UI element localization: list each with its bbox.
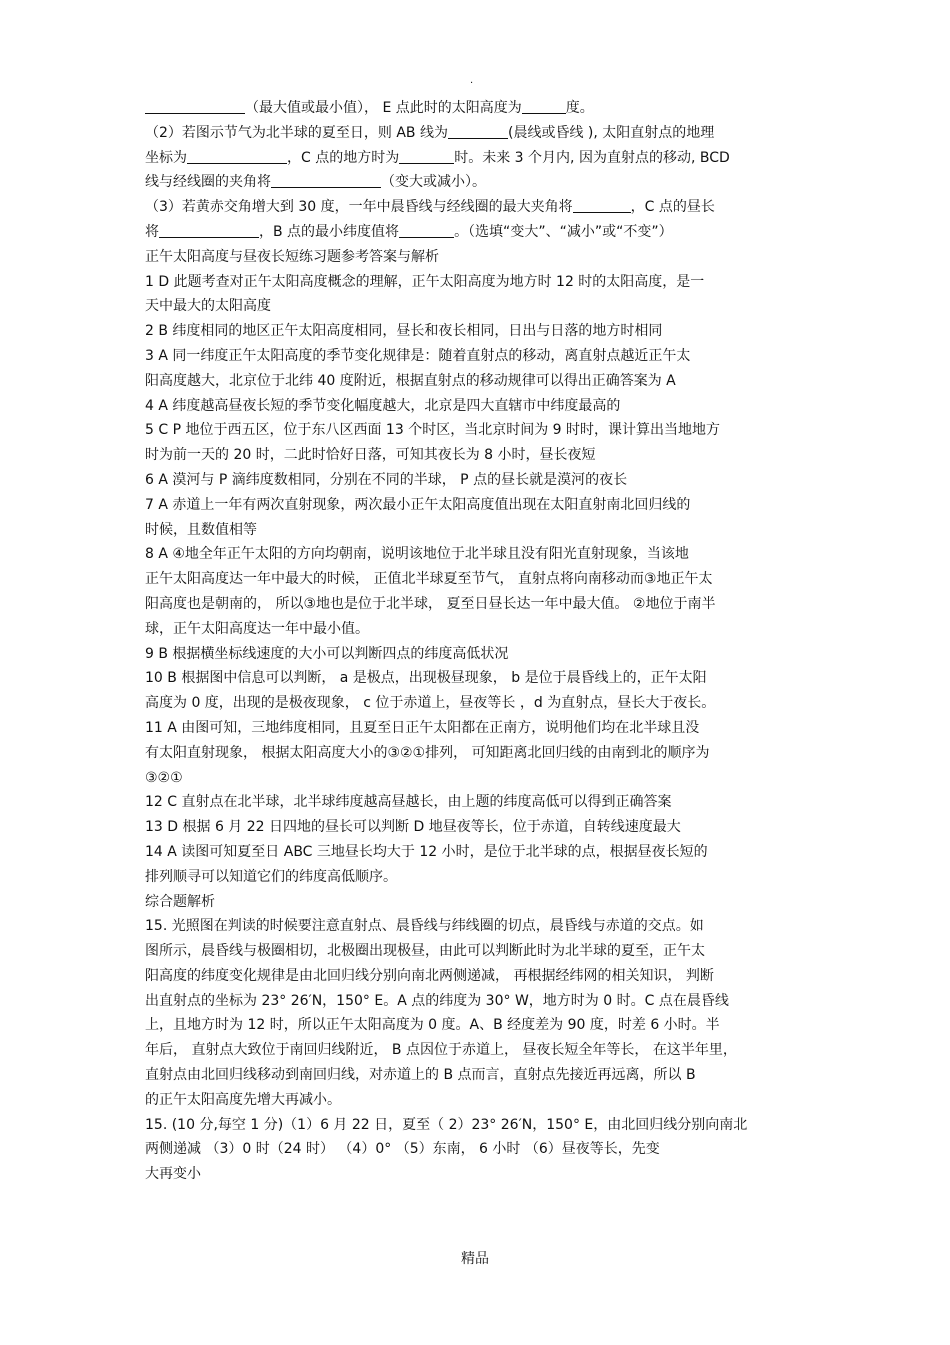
answer-line: 7 A 赤道上一年有两次直射现象，两次最小正午太阳高度值出现在太阳直射南北回归线的 <box>145 496 691 513</box>
answer-line: 球，正午太阳高度达一年中最小值。 <box>145 620 369 637</box>
answer-line: 15. (10 分,每空 1 分)（1）6 月 22 日，夏至（ 2）23° 26′N，150° E，由北回归线分别向南北 <box>145 1116 748 1133</box>
answer-line: 3 A 同一纬度正午太阳高度的季节变化规律是：随着直射点的移动，离直射点越近正午太 <box>145 347 691 364</box>
answer-line: 天中最大的太阳高度 <box>145 298 271 315</box>
answer-line: ③②① <box>145 769 183 786</box>
answer-line: 4 A 纬度越高昼夜长短的季节变化幅度越大，北京是四大直辖市中纬度最高的 <box>145 397 621 414</box>
answer-blank[interactable] <box>159 222 259 238</box>
answer-line: 时候，且数值相等 <box>145 521 257 538</box>
line-text: 线与经线圈的夹角将 <box>145 174 271 191</box>
answer-line: 直射点由北回归线移动到南回归线，对赤道上的 B 点而言，直射点先接近再远离，所以 B <box>145 1067 696 1084</box>
page-top-mark: · <box>470 78 474 89</box>
answer-blank[interactable] <box>522 98 566 114</box>
answer-line: 阳高度的纬度变化规律是由北回归线分别向南北两侧递减， 再根据经纬网的相关知识， 判断 <box>145 967 714 984</box>
answer-line: 正午太阳高度达一年中最大的时候， 正值北半球夏至节气， 直射点将向南移动而③地正午太 <box>145 571 713 588</box>
answer-line: 14 A 读图可知夏至日 ABC 三地昼长均大于 12 小时，是位于北半球的点，根据昼夜长短的 <box>145 843 708 860</box>
answer-blank[interactable] <box>187 148 287 164</box>
line-text: （最大值或最小值）， E 点此时的太阳高度为 <box>245 100 522 116</box>
question-line <box>145 220 815 245</box>
line-text: 。（选填“变大”、“减小”或“不变”） <box>454 223 673 240</box>
answer-blank[interactable] <box>271 172 381 188</box>
question-line <box>145 96 815 121</box>
answer-line: 1 D 此题考查对正午太阳高度概念的理解，正午太阳高度为地方时 12 时的太阳高度，是一 <box>145 273 705 290</box>
answer-blank[interactable] <box>448 123 508 139</box>
line-text: 时。未来 3 个月内, 因为直射点的移动, BCD <box>454 149 730 166</box>
answer-line: 阳高度也是朝南的， 所以③地也是位于北半球， 夏至日昼长达一年中最大值。 ②地位于南半 <box>145 595 716 612</box>
answer-line: 5 C P 地位于西五区，位于东八区西面 13 个时区，当北京时间为 9 时时，课计算出当地地方 <box>145 422 720 439</box>
answer-line: 时为前一天的 20 时，二此时恰好日落，可知其夜长为 8 小时，昼长夜短 <box>145 447 596 464</box>
answer-line: 出直射点的坐标为 23° 26′N，150° E。A 点的纬度为 30° W，地方时为 0 时。C 点在晨昏线 <box>145 992 729 1009</box>
question-line <box>145 170 815 195</box>
answer-line: 12 C 直射点在北半球，北半球纬度越高昼越长，由上题的纬度高低可以得到正确答案 <box>145 794 672 811</box>
answer-line: 两侧递减 （3）0 时（24 时） （4）0° （5）东南， 6 小时 （6）昼夜等长，先变 <box>145 1141 660 1158</box>
line-text: ，C 点的昼长 <box>630 199 715 216</box>
line-text: （2）若图示节气为北半球的夏至日，则 AB 线为 <box>145 124 448 141</box>
line-text: ，C 点的地方时为 <box>287 149 400 166</box>
line-text: （变大或减小）。 <box>381 174 486 191</box>
answer-line: 阳高度越大，北京位于北纬 40 度附近，根据直射点的移动规律可以得出正确答案为 A <box>145 372 676 389</box>
line-text: ，B 点的最小纬度值将 <box>259 223 400 240</box>
answer-line: 2 B 纬度相同的地区正午太阳高度相同，昼长和夜长相同，日出与日落的地方时相同 <box>145 323 663 340</box>
line-text: 度。 <box>565 100 594 116</box>
answer-blank[interactable] <box>145 98 245 114</box>
answer-blank[interactable] <box>399 222 454 238</box>
answer-blank[interactable] <box>399 148 454 164</box>
line-text: 坐标为 <box>145 149 187 166</box>
question-line <box>145 195 815 220</box>
page-footer: 精品 <box>461 1251 489 1267</box>
answer-line: 9 B 根据横坐标线速度的大小可以判断四点的纬度高低状况 <box>145 645 509 662</box>
section-heading: 正午太阳高度与昼夜长短练习题参考答案与解析 <box>145 248 439 265</box>
answer-line: 有太阳直射现象， 根据太阳高度大小的③②①排列， 可知距离北回归线的由南到北的顺序为 <box>145 744 710 761</box>
line-text: 将 <box>145 223 159 240</box>
answer-line: 6 A 漠河与 P 滴纬度数相同，分别在不同的半球， P 点的昼长就是漠河的夜长 <box>145 471 628 488</box>
line-text: （3）若黄赤交角增大到 30 度，一年中晨昏线与经线圈的最大夹角将 <box>145 199 573 216</box>
line-text: (晨线或昏线 ), 太阳直射点的地理 <box>508 124 715 141</box>
answer-blank[interactable] <box>573 197 631 213</box>
answer-line: 排列顺寻可以知道它们的纬度高低顺序。 <box>145 868 397 885</box>
answer-line: 图所示，晨昏线与极圈相切，北极圈出现极昼，由此可以判断此时为北半球的夏至，正午太 <box>145 943 705 960</box>
answer-line: 11 A 由图可知，三地纬度相同，且夏至日正午太阳都在正南方，说明他们均在北半球且没 <box>145 719 700 736</box>
answer-line: 8 A ④地全年正午太阳的方向均朝南，说明该地位于北半球且没有阳光直射现象，当该地 <box>145 546 689 563</box>
answer-line: 年后， 直射点大致位于南回归线附近， B 点因位于赤道上， 昼夜长短全年等长， 在这半年里， <box>145 1042 737 1059</box>
answer-line: 15. 光照图在判读的时候要注意直射点、晨昏线与纬线圈的切点，晨昏线与赤道的交点。如 <box>145 918 704 935</box>
answer-line: 高度为 0 度，出现的是极夜现象， c 位于赤道上，昼夜等长 ，d 为直射点，昼长大于夜长。 <box>145 695 716 712</box>
answer-line: 的正午太阳高度先增大再减小。 <box>145 1091 341 1108</box>
document-body <box>145 96 815 1187</box>
question-line <box>145 146 815 171</box>
answer-line: 大再变小 <box>145 1166 201 1183</box>
section-heading: 综合题解析 <box>145 893 215 910</box>
answer-line: 10 B 根据图中信息可以判断， a 是极点，出现极昼现象， b 是位于晨昏线上的，正午太阳 <box>145 670 707 687</box>
answer-line: 13 D 根据 6 月 22 日四地的昼长可以判断 D 地昼夜等长，位于赤道，自转线速度最大 <box>145 819 681 836</box>
answer-line: 上，且地方时为 12 时，所以正午太阳高度为 0 度。A、B 经度差为 90 度，时差 6 小时。半 <box>145 1017 720 1034</box>
question-line <box>145 121 815 146</box>
